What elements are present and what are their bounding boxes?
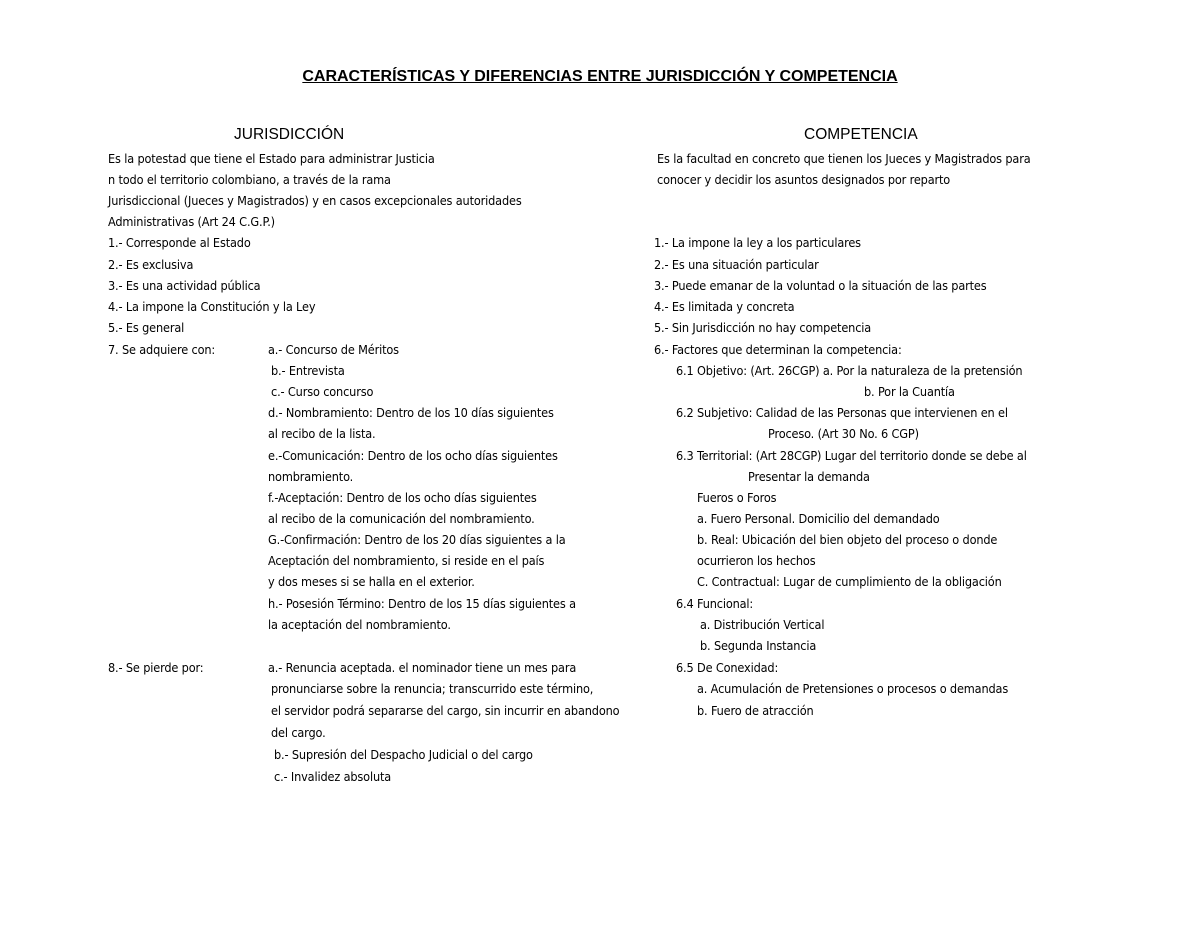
factor-line: Presentar la demanda (748, 469, 870, 484)
competencia-item: 3.- Puede emanar de la voluntad o la situación de las partes (654, 278, 987, 293)
factor-line: b. Real: Ubicación del bien objeto del proceso o donde (697, 532, 998, 547)
pierde-item: b.- Supresión del Despacho Judicial o del cargo (274, 747, 533, 762)
jurisdiccion-definition-line: Administrativas (Art 24 C.G.P.) (108, 214, 275, 229)
factor-line: a. Acumulación de Pretensiones o procesos o demandas (697, 681, 1009, 696)
document-title: CARACTERÍSTICAS Y DIFERENCIAS ENTRE JURISDICCIÓN Y COMPETENCIA (302, 68, 898, 85)
jurisdiccion-item: 2.- Es exclusiva (108, 257, 194, 272)
jurisdiccion-definition-line: Es la potestad que tiene el Estado para administrar Justicia (108, 151, 435, 166)
competencia-definition-line: conocer y decidir los asuntos designados por reparto (657, 172, 951, 187)
adquiere-item: a.- Concurso de Méritos (268, 342, 399, 357)
adquiere-item: y dos meses si se halla en el exterior. (268, 574, 475, 589)
adquiere-item: al recibo de la lista. (268, 426, 376, 441)
adquiere-item: c.- Curso concurso (271, 384, 374, 399)
jurisdiccion-definition-line: n todo el territorio colombiano, a través de la rama (108, 172, 391, 187)
adquiere-item: e.-Comunicación: Dentro de los ocho días siguientes (268, 448, 558, 463)
pierde-label: 8.- Se pierde por: (108, 660, 204, 675)
competencia-item: 6.- Factores que determinan la competencia: (654, 342, 902, 357)
adquiere-item: b.- Entrevista (271, 363, 345, 378)
factor-line: a. Fuero Personal. Domicilio del demandado (697, 511, 940, 526)
adquiere-item: h.- Posesión Término: Dentro de los 15 días siguientes a (268, 596, 576, 611)
adquiere-item: al recibo de la comunicación del nombramiento. (268, 511, 535, 526)
factor-line: 6.2 Subjetivo: Calidad de las Personas que intervienen en el (676, 405, 1008, 420)
factor-line: 6.5 De Conexidad: (676, 660, 779, 675)
jurisdiccion-item: 1.- Corresponde al Estado (108, 235, 251, 250)
competencia-item: 4.- Es limitada y concreta (654, 299, 795, 314)
adquiere-item: G.-Confirmación: Dentro de los 20 días siguientes a la (268, 532, 566, 547)
adquiere-item: Aceptación del nombramiento, si reside en el país (268, 553, 545, 568)
pierde-item: c.- Invalidez absoluta (274, 769, 392, 784)
factor-line: Fueros o Foros (697, 490, 777, 505)
jurisdiccion-heading: JURISDICCIÓN (234, 126, 345, 143)
pierde-item: el servidor podrá separarse del cargo, sin incurrir en abandono (271, 703, 620, 718)
adquiere-item: nombramiento. (268, 469, 354, 484)
pierde-item: pronunciarse sobre la renuncia; transcurrido este término, (271, 681, 594, 696)
factor-line: Proceso. (Art 30 No. 6 CGP) (768, 426, 919, 441)
pierde-item: del cargo. (271, 725, 326, 740)
adquiere-item: f.-Aceptación: Dentro de los ocho días siguientes (268, 490, 537, 505)
jurisdiccion-item: 3.- Es una actividad pública (108, 278, 261, 293)
adquiere-item: d.- Nombramiento: Dentro de los 10 días siguientes (268, 405, 554, 420)
factor-line: 6.1 Objetivo: (Art. 26CGP) a. Por la naturaleza de la pretensión (676, 363, 1023, 378)
factor-line: b. Por la Cuantía (864, 384, 955, 399)
pierde-item: a.- Renuncia aceptada. el nominador tiene un mes para (268, 660, 577, 675)
jurisdiccion-item: 4.- La impone la Constitución y la Ley (108, 299, 316, 314)
competencia-item: 5.- Sin Jurisdicción no hay competencia (654, 320, 872, 335)
competencia-heading: COMPETENCIA (804, 126, 918, 143)
factor-line: 6.4 Funcional: (676, 596, 754, 611)
factor-line: b. Segunda Instancia (700, 638, 817, 653)
competencia-item: 2.- Es una situación particular (654, 257, 819, 272)
jurisdiccion-definition-line: Jurisdiccional (Jueces y Magistrados) y en casos excepcionales autoridades (108, 193, 522, 208)
factor-line: ocurrieron los hechos (697, 553, 816, 568)
factor-line: a. Distribución Vertical (700, 617, 825, 632)
factor-line: b. Fuero de atracción (697, 703, 814, 718)
competencia-item: 1.- La impone la ley a los particulares (654, 235, 861, 250)
factor-line: 6.3 Territorial: (Art 28CGP) Lugar del territorio donde se debe al (676, 448, 1027, 463)
adquiere-label: 7. Se adquiere con: (108, 342, 216, 357)
jurisdiccion-item: 5.- Es general (108, 320, 185, 335)
adquiere-item: la aceptación del nombramiento. (268, 617, 451, 632)
competencia-definition-line: Es la facultad en concreto que tienen los Jueces y Magistrados para (657, 151, 1031, 166)
factor-line: C. Contractual: Lugar de cumplimiento de la obligación (697, 574, 1002, 589)
